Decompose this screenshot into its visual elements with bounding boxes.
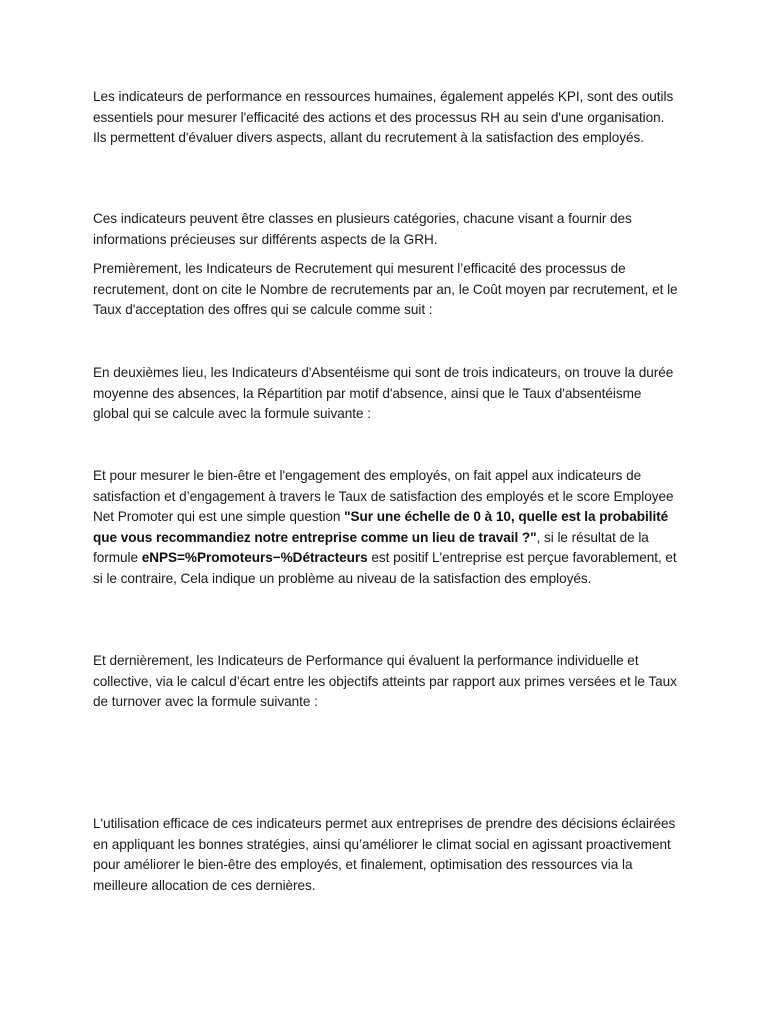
paragraph-absenteeism-indicators: En deuxièmes lieu, les Indicateurs d'Absentéisme qui sont de trois indicateurs, on trouve la durée moyenne des absences, la Répartition par motif d'absence, ainsi que le Taux d'absentéisme global qui se calcule avec la formule suivante : xyxy=(93,365,674,422)
paragraph-text-segment: , si le résultat de la formule xyxy=(93,529,649,566)
paragraph-recruitment-indicators: Premièrement, les Indicateurs de Recrutement qui mesurent l’efficacité des processus de recrutement, dont on cite le Nombre de recrutements par an, le Coût moyen par recrutement, et le Taux d'acceptation des offres qui se calcule comme suit : xyxy=(93,261,678,318)
paragraph-introduction: Les indicateurs de performance en ressources humaines, également appelés KPI, sont des outils essentiels pour mesurer l'efficacité des actions et des processus RH au sein d'une organisation. Ils permettent d'évaluer divers aspects, allant du recrutement à la satisfaction des employés. xyxy=(93,89,674,146)
paragraph-text-segment: est positif L'entreprise est perçue favorablement, et si le contraire, Cela indique un problème au niveau de la satisfaction des employés. xyxy=(93,550,677,586)
paragraph-categories: Ces indicateurs peuvent être classes en plusieurs catégories, chacune visant a fournir des informations précieuses sur différents aspects de la GRH. xyxy=(93,211,632,247)
paragraph-performance-indicators: Et dernièrement, les Indicateurs de Performance qui évaluent la performance individuelle et collective, via le calcul d’écart entre les objectifs atteints par rapport aux primes versées et le Taux de turnover avec la formule suivante : xyxy=(93,653,677,710)
paragraph-satisfaction-indicators xyxy=(93,466,678,590)
enps-formula: eNPS=%Promoteurs−%Détracteurs xyxy=(141,550,368,566)
paragraph-text-segment: Et pour mesurer le bien-être et l'engagement des employés, on fait appel aux indicateurs de satisfaction et d’engagement à travers le Taux de satisfaction des employés et le score Employee Net Promoter qui est une simple question xyxy=(93,468,674,525)
enps-question: "Sur une échelle de 0 à 10, quelle est la probabilité que vous recommandiez notre entreprise comme un lieu de travail ?" xyxy=(93,509,669,545)
paragraph-conclusion: L'utilisation efficace de ces indicateurs permet aux entreprises de prendre des décisions éclairées en appliquant les bonnes stratégies, ainsi qu’améliorer le climat social en agissant proactivement pour améliorer le bien-être des employés, et finalement, optimisation des ressources via la meilleure allocation de ces dernières. xyxy=(93,816,676,893)
